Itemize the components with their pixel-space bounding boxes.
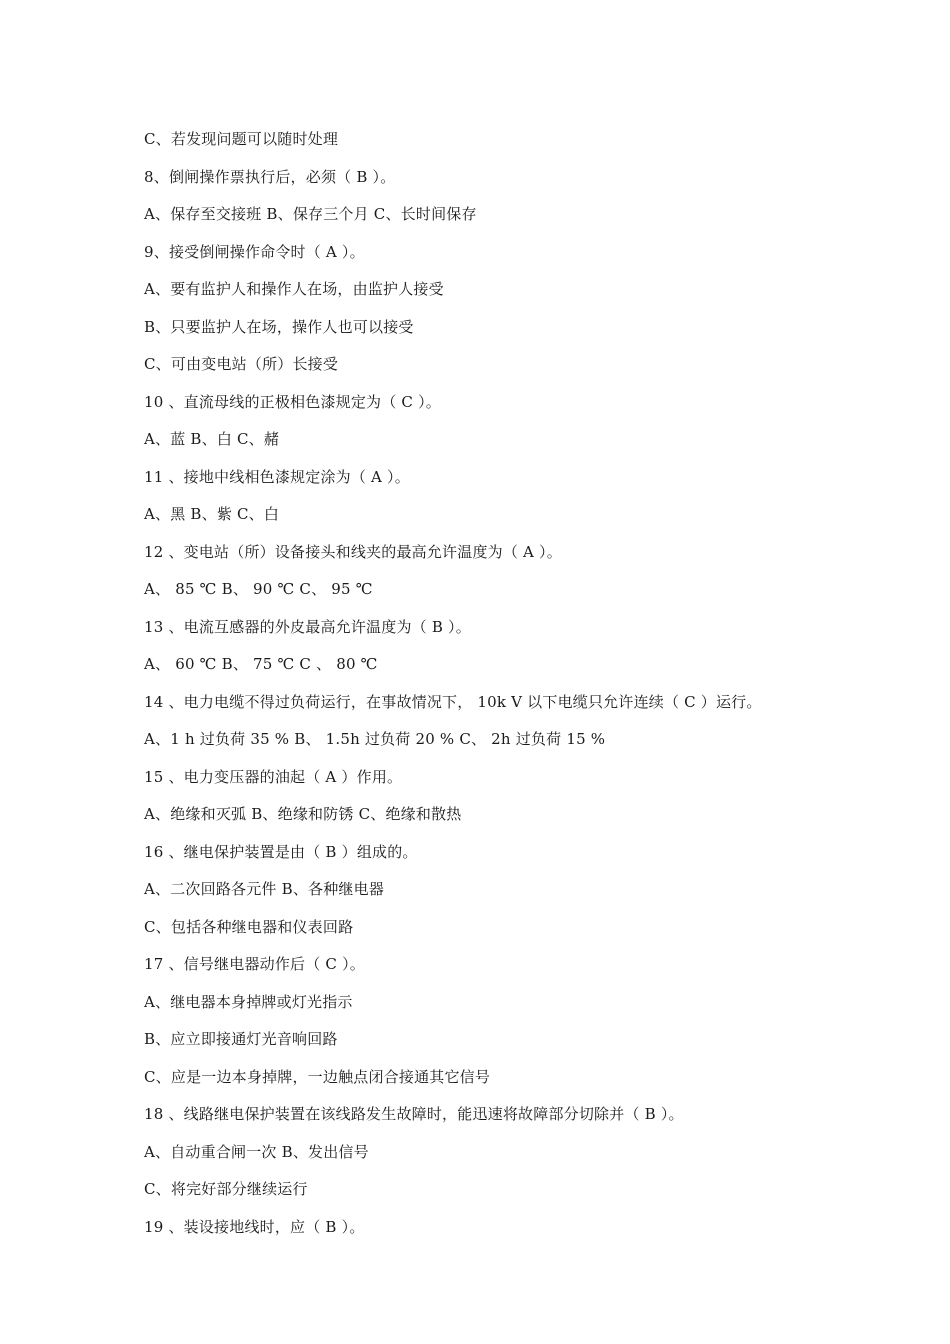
question-10: 10 、直流母线的正极相色漆规定为（ C ）。 xyxy=(144,392,441,411)
question-14: 14 、电力电缆不得过负荷运行，在事故情况下， 10k V 以下电缆只允许连续（ C ）运行。 xyxy=(144,692,762,711)
document-body xyxy=(144,121,884,1246)
question-19: 19 、装设接地线时，应（ B ）。 xyxy=(144,1217,365,1236)
question-9: 9、接受倒闸操作命令时（ A ）。 xyxy=(144,242,365,261)
text-line: C、应是一边本身掉牌，一边触点闭合接通其它信号 xyxy=(144,1067,491,1086)
text-line: C、将完好部分继续运行 xyxy=(144,1180,308,1198)
question-8: 8、倒闸操作票执行后，必须（ B ）。 xyxy=(144,167,396,186)
text-line: A、要有监护人和操作人在场，由监护人接受 xyxy=(144,280,444,298)
text-line: A、蓝 B、白 C、赭 xyxy=(144,430,280,448)
text-line: A、保存至交接班 B、保存三个月 C、长时间保存 xyxy=(144,205,477,223)
text-line: A、绝缘和灭弧 B、绝缘和防锈 C、绝缘和散热 xyxy=(144,805,462,823)
text-line: A、继电器本身掉牌或灯光指示 xyxy=(144,992,353,1011)
question-17: 17 、信号继电器动作后（ C ）。 xyxy=(144,955,365,973)
text-line: A、二次回路各元件 B、各种继电器 xyxy=(144,880,385,898)
question-11: 11 、接地中线相色漆规定涂为（ A ）。 xyxy=(144,467,410,486)
text-line: C、包括各种继电器和仪表回路 xyxy=(144,917,354,936)
question-18: 18 、线路继电保护装置在该线路发生故障时，能迅速将故障部分切除并（ B ）。 xyxy=(144,1105,684,1123)
text-line: A、自动重合闸一次 B、发出信号 xyxy=(144,1142,369,1161)
question-15: 15 、电力变压器的油起（ A ）作用。 xyxy=(144,767,403,786)
text-line: A、 85 ℃ B、 90 ℃ C、 95 ℃ xyxy=(144,580,373,598)
question-12: 12 、变电站（所）设备接头和线夹的最高允许温度为（ A ）。 xyxy=(144,542,562,561)
question-13: 13 、电流互感器的外皮最高允许温度为（ B ）。 xyxy=(144,617,471,636)
question-16: 16 、继电保护装置是由（ B ）组成的。 xyxy=(144,842,418,861)
text-line: A、黑 B、紫 C、白 xyxy=(144,505,280,523)
text-line: B、只要监护人在场，操作人也可以接受 xyxy=(144,317,414,336)
text-line: B、应立即接通灯光音响回路 xyxy=(144,1030,338,1048)
text-line: C、若发现问题可以随时处理 xyxy=(144,130,339,148)
text-line: A、 60 ℃ B、 75 ℃ C 、 80 ℃ xyxy=(144,655,378,673)
text-line: C、可由变电站（所）长接受 xyxy=(144,355,339,373)
text-line: A、1 h 过负荷 35 % B、 1.5h 过负荷 20 % C、 2h 过负荷 15 % xyxy=(144,730,606,748)
